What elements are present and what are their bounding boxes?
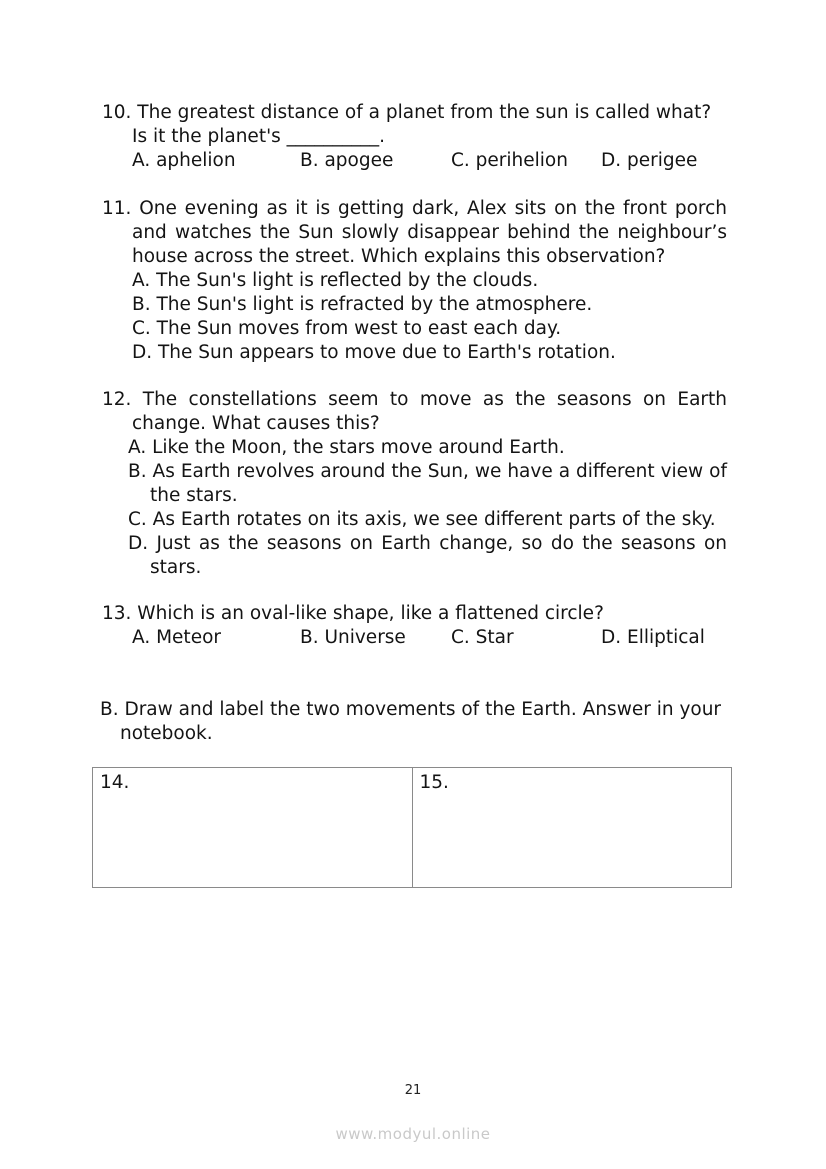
question-13-text: 13. Which is an oval-like shape, like a flattened circle? bbox=[102, 603, 604, 624]
q13-option-d: D. Elliptical bbox=[601, 627, 705, 648]
q12-option-b-cont: the stars. bbox=[150, 485, 238, 506]
q12-option-d: D. Just as the seasons on Earth change, so do the seasons on bbox=[128, 533, 727, 554]
q10-option-a: A. aphelion bbox=[132, 150, 236, 171]
question-11-text-cont: and watches the Sun slowly disappear behind the neighbour’s bbox=[132, 222, 727, 243]
question-11-text: 11. One evening as it is getting dark, Alex sits on the front porch bbox=[102, 198, 727, 219]
q12-option-b: B. As Earth revolves around the Sun, we have a different view of bbox=[128, 461, 727, 482]
q13-option-a: A. Meteor bbox=[132, 627, 221, 648]
q13-option-c: C. Star bbox=[451, 627, 514, 648]
part-b-text: B. Draw and label the two movements of the Earth. Answer in your bbox=[100, 699, 722, 720]
answer-cell-15: 15. bbox=[412, 768, 732, 888]
page-number: 21 bbox=[404, 1083, 422, 1098]
q12-option-c: C. As Earth rotates on its axis, we see different parts of the sky. bbox=[128, 509, 716, 530]
q11-option-b: B. The Sun's light is refracted by the atmosphere. bbox=[132, 294, 593, 315]
part-b-text-cont: notebook. bbox=[120, 723, 213, 744]
watermark: www.modyul.online bbox=[335, 1125, 491, 1143]
q11-option-c: C. The Sun moves from west to east each day. bbox=[132, 318, 562, 339]
q10-option-c: C. perihelion bbox=[451, 150, 568, 171]
q10-option-b: B. apogee bbox=[300, 150, 394, 171]
question-12-text: 12. The constellations seem to move as the seasons on Earth bbox=[102, 389, 727, 410]
q11-option-a: A. The Sun's light is reflected by the clouds. bbox=[132, 270, 539, 291]
answer-table-row bbox=[93, 768, 732, 888]
q12-option-a: A. Like the Moon, the stars move around Earth. bbox=[128, 437, 565, 458]
answer-table bbox=[92, 767, 732, 888]
question-10-text: 10. The greatest distance of a planet from the sun is called what? bbox=[102, 102, 712, 123]
question-10-text-cont: Is it the planet's __________. bbox=[132, 126, 386, 147]
question-11-text-cont2: house across the street. Which explains this observation? bbox=[132, 246, 666, 267]
answer-cell-14: 14. bbox=[93, 768, 413, 888]
q13-option-b: B. Universe bbox=[300, 627, 406, 648]
q12-option-d-cont: stars. bbox=[150, 557, 202, 578]
q10-option-d: D. perigee bbox=[601, 150, 698, 171]
q11-option-d: D. The Sun appears to move due to Earth's rotation. bbox=[132, 342, 616, 363]
question-12-text-cont: change. What causes this? bbox=[132, 413, 380, 434]
